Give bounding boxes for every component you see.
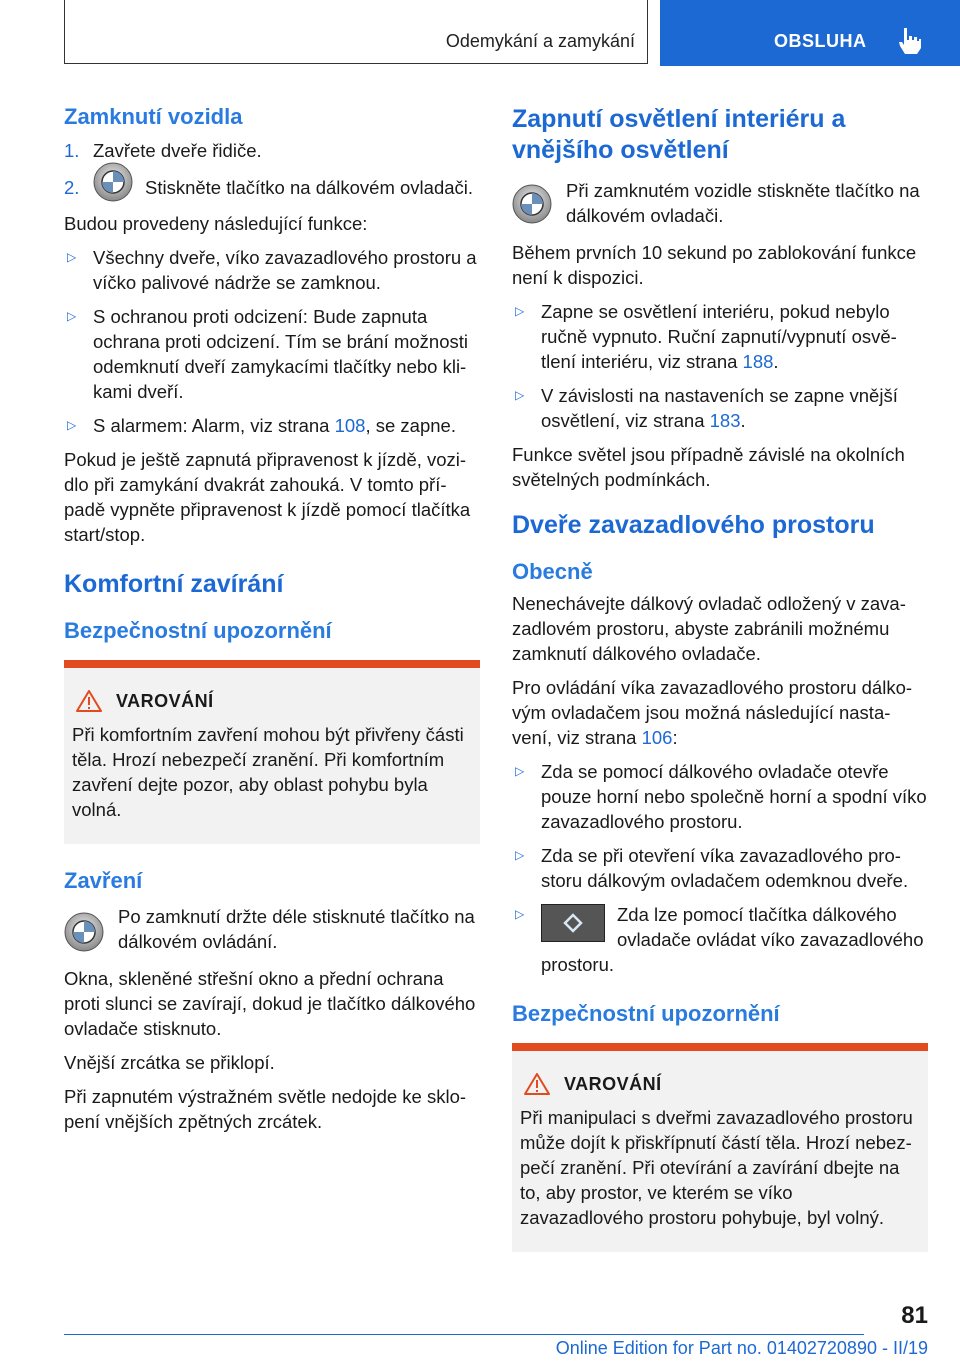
section-title: Odemykání a zamykání <box>445 31 635 51</box>
list-item <box>512 299 928 374</box>
paragraph-functions: Budou provedeny následující funkce: <box>64 213 368 234</box>
list-item <box>512 383 928 433</box>
hand-pointer-icon <box>896 26 922 56</box>
heading-trunk-lid: Dveře zavazadlového prostoru <box>512 511 875 539</box>
list-item <box>512 843 928 893</box>
left-column <box>64 100 480 1143</box>
heading-general: Obecně <box>512 559 593 584</box>
warning-box <box>64 660 480 844</box>
footer-edition: Online Edition for Part no. 01402720890 - II/19 <box>555 1338 928 1358</box>
text-fragment: S alarmem: Alarm, viz strana <box>93 415 335 436</box>
text-fragment: : <box>672 727 678 748</box>
text-fragment: Pro ovládání víka zavazadlového prostoru dálko-vým ovladačem jsou možná následující nasta-vení, viz strana <box>512 677 913 748</box>
step-number: 2. <box>64 176 80 198</box>
instruction-text: Po zamknutí držte déle stisknuté tlačítko na dálkovém ovládání. <box>118 906 475 952</box>
right-column <box>512 100 928 1274</box>
triangle-bullet-icon: ▷ <box>515 304 525 318</box>
page-header <box>0 0 960 66</box>
remote-key-lock-icon <box>512 184 552 224</box>
list-item-text: S ochranou proti odcizení: Bude zapnuta ochrana proti odcizení. Tím se brání možnosti odemknutí dveří zamykacími tlačítky nebo kli-kami dveří. <box>93 306 468 402</box>
trunk-button-icon <box>541 904 605 942</box>
triangle-bullet-icon: ▷ <box>515 907 525 921</box>
text-fragment: Zapne se osvětlení interiéru, pokud nebylo ručně vypnuto. Ruční zapnutí/vypnutí osvě-tlení interiéru, viz strana <box>541 301 897 372</box>
page-link-188[interactable]: 188 <box>742 351 774 372</box>
triangle-bullet-icon: ▷ <box>515 848 525 862</box>
warning-title <box>520 1073 920 1095</box>
section-tab <box>64 0 648 64</box>
triangle-bullet-icon: ▷ <box>67 309 77 323</box>
warning-label: VAROVÁNÍ <box>564 1073 662 1094</box>
remote-key-lock-icon <box>64 912 104 952</box>
heading-lighting: Zapnutí osvětlení interiéru a vnějšího osvětlení <box>512 105 846 164</box>
list-item <box>512 759 928 834</box>
warning-label: VAROVÁNÍ <box>116 690 214 711</box>
list-item <box>512 902 928 977</box>
paragraph-drive-readiness: Pokud je ještě zapnutá připravenost k jízdě, vozi-dlo při zamykání dvakrát zahouká. V tomto pří-padě vypněte připravenost k jízdě pomocí tlačítka start/stop. <box>64 449 471 545</box>
heading-closing: Zavření <box>64 868 143 893</box>
heading-safety-notes: Bezpečnostní upozornění <box>512 1001 780 1026</box>
page-link-108[interactable]: 108 <box>334 415 366 436</box>
step-number: 1. <box>64 140 80 161</box>
chapter-title: OBSLUHA <box>774 31 867 51</box>
list-item-text: Zda se při otevření víka zavazadlového pro-storu dálkovým ovladačem odemknou dveře. <box>541 845 909 891</box>
page-link-106[interactable]: 106 <box>641 727 673 748</box>
list-item-text <box>541 383 928 433</box>
step-text: Stiskněte tlačítko na dálkovém ovladači. <box>145 176 474 198</box>
list-item-text <box>541 299 928 374</box>
page-link-183[interactable]: 183 <box>709 410 741 431</box>
list-item <box>64 245 480 295</box>
triangle-bullet-icon: ▷ <box>67 250 77 264</box>
warning-box <box>512 1043 928 1252</box>
closing-instruction <box>64 904 480 954</box>
step-1 <box>64 138 480 163</box>
warning-text: Při komfortním zavření mohou být přivřeny části těla. Hrozí nebezpečí zranění. Při komfortním zavření dejte pozor, aby oblast pohybu byla volná. <box>72 724 464 820</box>
list-item-text: Zda se pomocí dálkového ovladače otevře pouze horní nebo společně horní a spodní víko zavazadlového prostoru. <box>541 761 927 832</box>
warning-text: Při manipulaci s dveřmi zavazadlového prostoru může dojít k přiskřípnutí částí těla. Hrozí nebez-pečí zranění. Při otevírání a zavírání dbejte na to, aby prostor, ve kterém se víko zavazadlového prostoru pohybuje, byl volný. <box>520 1107 913 1228</box>
step-2 <box>64 172 480 202</box>
paragraph-mirrors: Vnější zrcátka se přiklopí. <box>64 1052 275 1073</box>
text-fragment: Zda lze pomocí tlačítka dálkového ovladače ovládat víko zavazadlového prostoru. <box>541 904 924 975</box>
heading-comfort-closing: Komfortní zavírání <box>64 570 284 598</box>
list-item <box>64 304 480 404</box>
lighting-instruction <box>512 178 928 228</box>
chapter-tab <box>660 0 960 66</box>
warning-title <box>72 690 472 712</box>
paragraph-operate <box>512 675 928 750</box>
list-item-text <box>541 902 928 977</box>
page-number: 81 <box>901 1302 928 1329</box>
paragraph-hazard: Při zapnutém výstražném světle nedojde ke sklo-pení vnějších zpětných zrcátek. <box>64 1086 467 1132</box>
text-fragment: . <box>773 351 779 372</box>
paragraph-10-seconds: Během prvních 10 sekund po zablokování funkce není k dispozici. <box>512 242 917 288</box>
paragraph-light-conditions: Funkce světel jsou případně závislé na okolních světelných podmínkách. <box>512 444 905 490</box>
triangle-bullet-icon: ▷ <box>515 764 525 778</box>
heading-lock-vehicle: Zamknutí vozidla <box>64 104 243 129</box>
warning-triangle-icon <box>524 1073 550 1095</box>
text-fragment: . <box>740 410 746 431</box>
heading-safety-notes: Bezpečnostní upozornění <box>64 618 332 643</box>
list-item <box>64 413 480 438</box>
triangle-bullet-icon: ▷ <box>515 388 525 402</box>
list-item-text <box>93 413 456 438</box>
footer-divider <box>64 1334 864 1335</box>
paragraph-general: Nenechávejte dálkový ovladač odložený v zava-zadlovém prostoru, abyste zabránili možnému zamknutí dálkového ovladače. <box>512 593 906 664</box>
step-text: Zavřete dveře řidiče. <box>93 140 262 161</box>
list-item-text: Všechny dveře, víko zavazadlového prostoru a víčko palivové nádrže se zamknou. <box>93 247 477 293</box>
text-fragment: V závislosti na nastaveních se zapne vnější osvětlení, viz strana <box>541 385 898 431</box>
text-fragment: , se zapne. <box>365 415 456 436</box>
paragraph-windows: Okna, skleněné střešní okno a přední ochrana proti slunci se zavírají, dokud je tlačítko dálkového ovladače stisknuto. <box>64 968 476 1039</box>
instruction-text: Při zamknutém vozidle stiskněte tlačítko na dálkovém ovladači. <box>566 180 920 226</box>
warning-triangle-icon <box>76 690 102 712</box>
triangle-bullet-icon: ▷ <box>67 418 77 432</box>
remote-key-lock-icon <box>93 162 133 202</box>
